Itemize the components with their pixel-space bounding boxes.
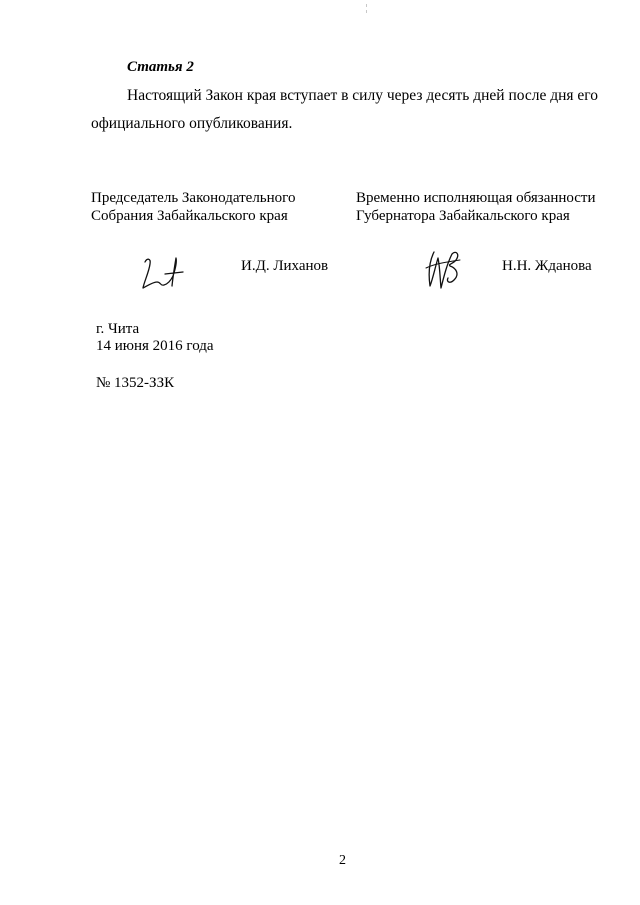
date: 14 июня 2016 года: [96, 338, 214, 354]
left-signatory-title-line-2: Собрания Забайкальского края: [91, 208, 288, 224]
law-number: № 1352-ЗЗК: [96, 375, 175, 391]
left-signatory-title-line-1: Председатель Законодательного: [91, 190, 296, 206]
right-signatory-name: Н.Н. Жданова: [502, 258, 592, 274]
city: г. Чита: [96, 321, 140, 337]
article-text-line-2: официального опубликования.: [91, 115, 293, 132]
left-signatory-name: И.Д. Лиханов: [241, 258, 329, 274]
right-signatory-title-line-1: Временно исполняющая обязанности: [356, 190, 596, 206]
right-signatory-title-line-2: Губернатора Забайкальского края: [356, 208, 570, 224]
article-text-line-1: Настоящий Закон края вступает в силу через десять дней после дня его: [127, 87, 599, 104]
page-number: 2: [339, 853, 346, 868]
right-signature: [420, 246, 468, 292]
scan-mark: [365, 4, 368, 14]
left-signature: [135, 252, 185, 294]
article-title: Статья 2: [127, 59, 194, 75]
